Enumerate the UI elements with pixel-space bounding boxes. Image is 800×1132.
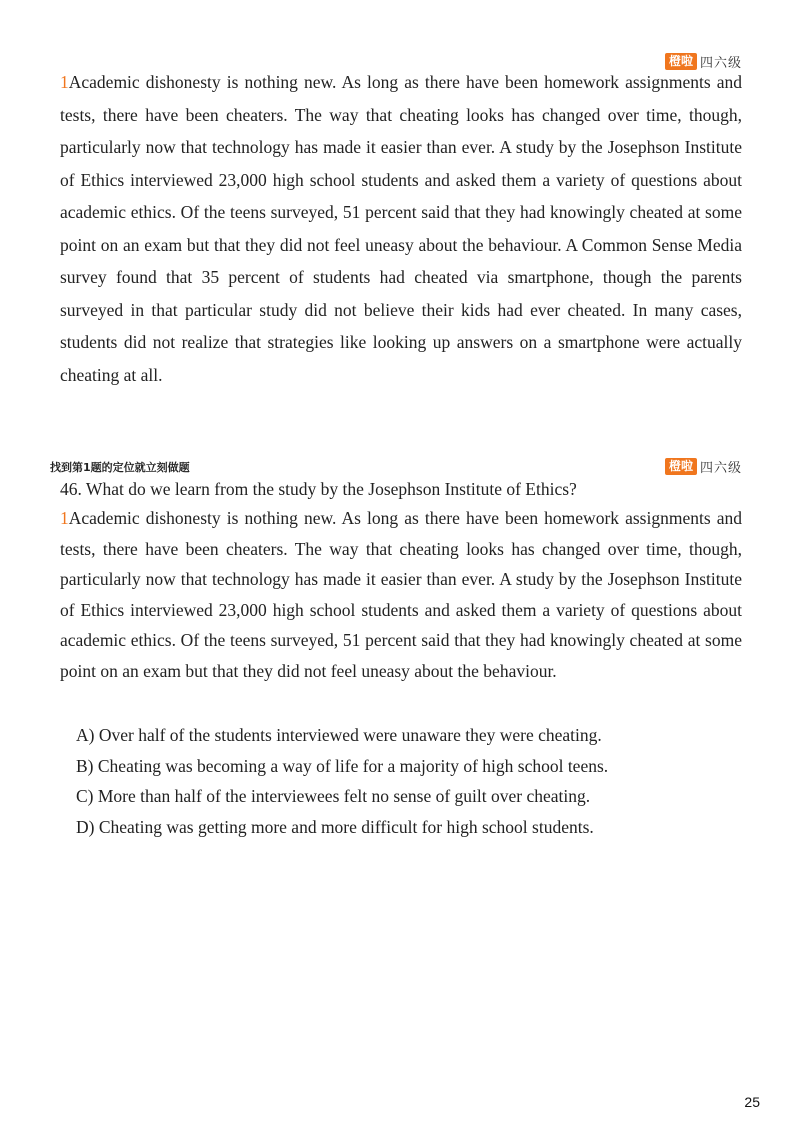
question-46: 46. What do we learn from the study by the Josephson Institute of Ethics? xyxy=(60,479,577,499)
passage-excerpt-text: Academic dishonesty is nothing new. As long as there have been homework assignments and tests, there have been cheaters. The way that cheating looks has changed over time, though, particularly now that technology has made it easier than ever. A study by the Josephson Institute of Ethics interviewed 23,000 high school students and asked them a variety of questions about academic ethics. Of the teens surveyed, 51 percent said that they had knowingly cheated at some point on an exam but that they did not feel uneasy about the behaviour. xyxy=(60,508,742,681)
passage-top-text: Academic dishonesty is nothing new. As long as there have been homework assignments and tests, there have been cheaters. The way that cheating looks has changed over time, though, particularly now that technology has made it easier than ever. A study by the Josephson Institute of Ethics interviewed 23,000 high school students and asked them a variety of questions about academic ethics. Of the teens surveyed, 51 percent said that they had knowingly cheated at some point on an exam but that they did not feel uneasy about the behaviour. A Common Sense Media survey found that 35 percent of students had cheated via smartphone, though the parents surveyed in that particular study did not believe their kids had ever cheated. In many cases, students did not realize that strategies like looking up answers on a smartphone were actually cheating at all. xyxy=(60,72,742,385)
paragraph-marker: 1 xyxy=(60,508,69,528)
option-b: B) Cheating was becoming a way of life for a majority of high school teens. xyxy=(76,755,609,776)
answer-options xyxy=(76,720,608,842)
option-a: A) Over half of the students interviewed were unaware they were cheating. xyxy=(76,725,602,745)
brand-logo-box: 橙啦 xyxy=(665,53,697,70)
brand-logo-box: 橙啦 xyxy=(665,458,697,475)
brand-logo-text: 四六级 xyxy=(699,56,742,71)
brand-logo-text: 四六级 xyxy=(699,461,742,476)
brand-logo-middle xyxy=(665,457,742,476)
page-number: 25 xyxy=(744,1094,760,1110)
option-d: D) Cheating was getting more and more difficult for high school students. xyxy=(76,816,594,837)
passage-excerpt xyxy=(60,503,742,686)
paragraph-marker: 1 xyxy=(60,72,69,92)
section-label: 找到第1题的定位就立刻做题 xyxy=(50,461,190,474)
passage-top xyxy=(60,66,742,391)
option-c: C) More than half of the interviewees felt no sense of guilt over cheating. xyxy=(76,786,591,806)
